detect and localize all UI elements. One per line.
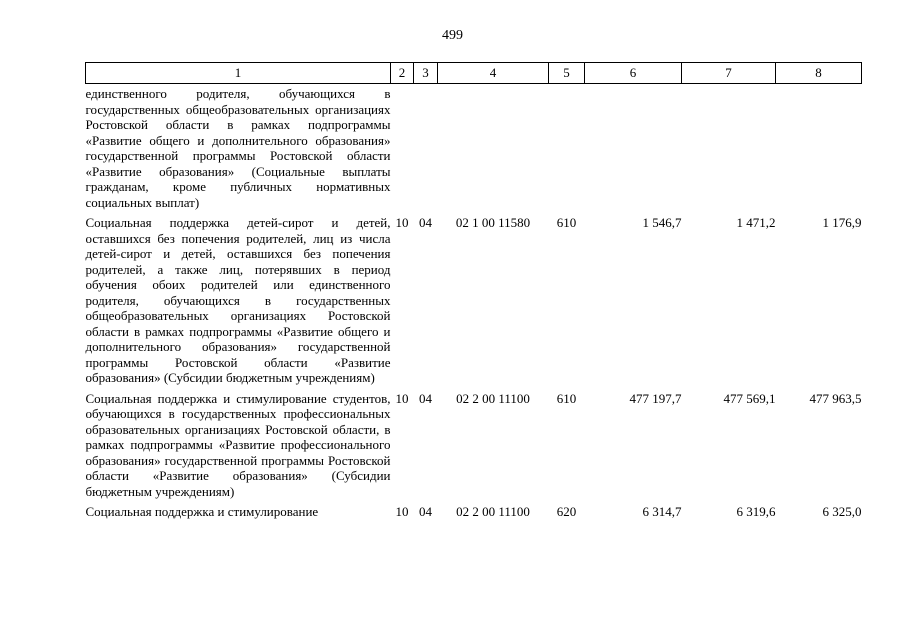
header-row: [86, 63, 862, 84]
row-subsection: 04: [419, 504, 432, 519]
row-target-code: 02 2 00 11100: [456, 504, 530, 519]
row-amount-year3: 477 963,5: [809, 390, 862, 406]
header-cell-4: 4: [438, 63, 549, 84]
row-target-code: [438, 84, 549, 216]
row-amount-year1: [585, 84, 682, 216]
row-amount-year1: 1 546,7: [642, 215, 682, 230]
row-section: 10: [395, 215, 409, 230]
header-cell-3: 3: [414, 63, 438, 84]
row-expense-type: 610: [556, 390, 577, 406]
header-cell-2: 2: [391, 63, 414, 84]
table-row: [86, 215, 862, 391]
row-subsection: 04: [419, 390, 432, 406]
row-subsection: [414, 84, 438, 216]
row-expense-type: 610: [556, 215, 577, 230]
row-amount-year2: 477 569,1: [723, 390, 776, 406]
row-description: Социальная поддержка и стимулирование студентов, обучающихся в государственных профессиональных образовательных организациях Ростовской области, в рамках подпрограммы «Развитие профессионального образования» государственной программы Ростовской области «Развитие образования» (Субсидии бюджетным учреждениям): [85, 390, 391, 499]
row-amount-year2: [682, 84, 776, 216]
row-section: [391, 84, 414, 216]
header-cell-5: 5: [549, 63, 585, 84]
row-section: 10: [395, 504, 409, 519]
row-amount-year2: 1 471,2: [736, 215, 776, 230]
row-expense-type: 620: [556, 504, 577, 519]
row-section: 10: [395, 390, 409, 406]
row-amount-year1: 477 197,7: [629, 390, 682, 406]
budget-table: [85, 62, 862, 525]
row-subsection: 04: [419, 215, 432, 230]
table-row: [86, 84, 862, 216]
header-cell-8: 8: [776, 63, 862, 84]
table-row: [86, 504, 862, 525]
row-description: Социальная поддержка и стимулирование: [85, 504, 319, 519]
row-expense-type: [549, 84, 585, 216]
row-amount-year3: 6 325,0: [822, 504, 862, 519]
row-description: единственного родителя, обучающихся в государственных общеобразовательных организациях Ростовской области в рамках подпрограммы «Развитие общего и дополнительного образования» государственной программы Ростовской области «Развитие образования» (Социальные выплаты гражданам, кроме публичных нормативных социальных выплат): [85, 86, 391, 210]
page-number: 499: [442, 28, 463, 43]
row-description: Социальная поддержка детей-сирот и детей, оставшихся без попечения родителей, лиц из числа детей-сирот и детей, оставшихся без попечения родителей, а также лиц, потерявших в период обучения обоих родителей или единственного родителя, обучающихся в государственных общеобразовательных организациях Ростовской области в рамках подпрограммы «Развитие общего и дополнительного образования» государственной программы Ростовской области «Развитие образования» (Субсидии бюджетным учреждениям): [85, 215, 391, 385]
row-amount-year1: 6 314,7: [642, 504, 682, 519]
row-amount-year3: 1 176,9: [822, 215, 862, 230]
row-target-code: 02 1 00 11580: [455, 215, 531, 230]
header-cell-7: 7: [682, 63, 776, 84]
table-row: [86, 391, 862, 505]
row-target-code: 02 2 00 11100: [456, 390, 530, 406]
header-cell-1: 1: [86, 63, 391, 84]
row-amount-year3: [776, 84, 862, 216]
row-amount-year2: 6 319,6: [736, 504, 776, 519]
header-cell-6: 6: [585, 63, 682, 84]
